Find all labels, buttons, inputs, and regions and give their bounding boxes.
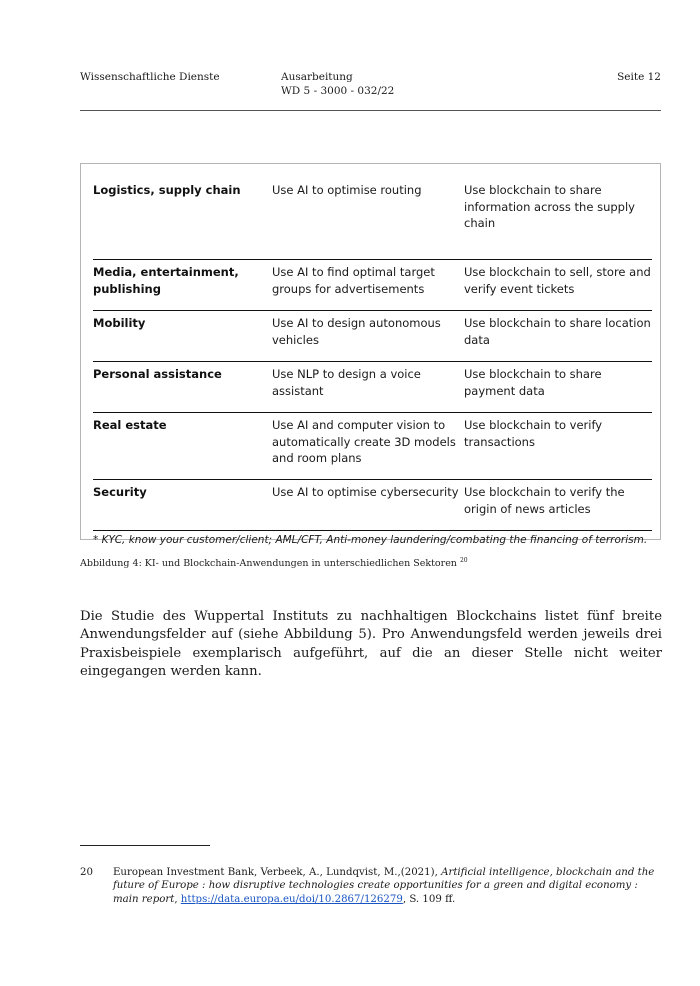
sector-cell: Media, entertainment, publishing (93, 265, 239, 296)
sector-cell: Security (93, 485, 147, 499)
footnote-authors: European Investment Bank, Verbeek, A., Lundqvist, M.,(2021), (113, 867, 442, 878)
footnote-number: 20 (80, 867, 93, 878)
body-paragraph: Die Studie des Wuppertal Instituts zu nachhaltigen Blockchains listet fünf breite Anwendungsfelder auf (siehe Abbildung 5). Pro Anwendungsfeld werden jeweils drei Praxisbeispiele exemplarisch aufgeführt, auf die an dieser Stelle nicht weiter eingegangen werden kann. (80, 609, 662, 679)
blockchain-use-cell: Use blockchain to share information across the supply chain (464, 183, 635, 231)
blockchain-use-cell: Use blockchain to verify transactions (464, 418, 603, 449)
ai-use-cell: Use AI to find optimal target groups for advertisements (272, 265, 435, 296)
blockchain-use-cell: Use blockchain to share payment data (464, 367, 602, 398)
page-number: Seite 12 (617, 71, 661, 83)
table-row (93, 480, 652, 531)
page-header (80, 70, 661, 111)
table-row (93, 311, 652, 362)
ai-use-cell: Use AI to design autonomous vehicles (272, 316, 441, 347)
table-note: * KYC, know your customer/client; AML/CFT, Anti-money laundering/combating the financing of terrorism. (93, 534, 648, 546)
header-doc-number: WD 5 - 3000 - 032/22 (281, 85, 395, 97)
ai-use-cell: Use AI and computer vision to automatically create 3D models and room plans (272, 418, 456, 466)
footnote-link[interactable]: https://data.europa.eu/doi/10.2867/126279 (180, 893, 403, 905)
header-doc-type: Ausarbeitung (281, 71, 353, 83)
table-row (93, 178, 652, 260)
sector-cell: Mobility (93, 316, 146, 330)
figure-table (80, 163, 661, 546)
footnote-pages: , S. 109 ff. (402, 893, 456, 905)
footnote-text (113, 866, 662, 906)
table-row (93, 413, 652, 480)
caption-text: Abbildung 4: KI- und Blockchain-Anwendungen in unterschiedlichen Sektoren (80, 558, 460, 570)
ai-use-cell: Use AI to optimise cybersecurity (272, 485, 459, 499)
footnote-separator (80, 845, 210, 846)
blockchain-use-cell: Use blockchain to sell, store and verify event tickets (464, 265, 651, 296)
footnote-title: Artificial intelligence, blockchain and the future of Europe : how disruptive technologies create opportunities for a green and digital economy : main report (113, 867, 655, 905)
header-institution: Wissenschaftliche Dienste (80, 71, 220, 83)
sector-table (93, 178, 652, 547)
ai-use-cell: Use AI to optimise routing (272, 183, 422, 197)
figure-caption (80, 557, 468, 569)
header-document-ref (281, 70, 394, 98)
footnote-sep: , (174, 893, 181, 905)
table-row (93, 260, 652, 311)
sector-cell: Real estate (93, 418, 167, 432)
ai-use-cell: Use NLP to design a voice assistant (272, 367, 421, 398)
sector-cell: Personal assistance (93, 367, 222, 381)
blockchain-use-cell: Use blockchain to share location data (464, 316, 651, 347)
blockchain-use-cell: Use blockchain to verify the origin of news articles (464, 485, 625, 516)
sector-cell: Logistics, supply chain (93, 183, 241, 197)
caption-footnote-ref[interactable]: 20 (459, 557, 468, 564)
table-row (93, 362, 652, 413)
